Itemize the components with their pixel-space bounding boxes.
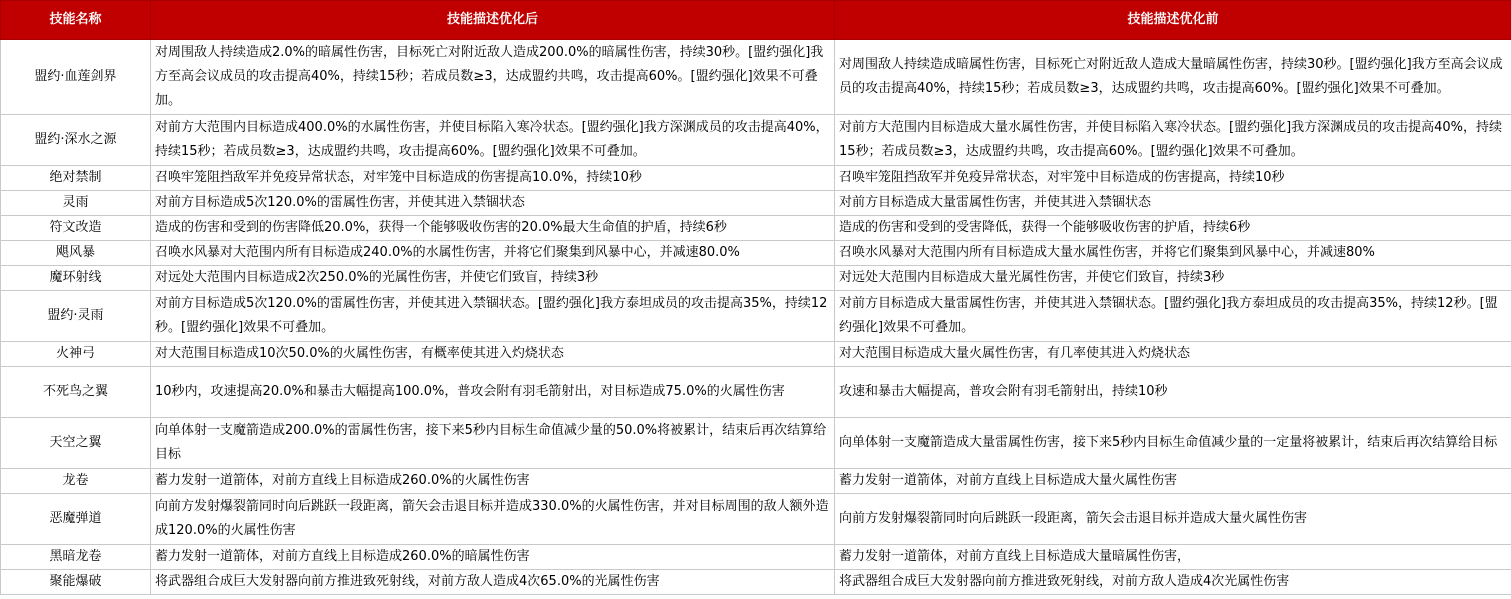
description-after-cell: 10秒内，攻速提高20.0%和暴击大幅提高100.0%，普攻会附有羽毛箭射出，对目标造成75.0%的火属性伤害 xyxy=(151,367,835,418)
description-after-cell: 对远处大范围内目标造成2次250.0%的光属性伤害，并使它们致盲，持续3秒 xyxy=(151,266,835,291)
description-before-cell: 向单体射一支魔箭造成大量雷属性伤害，接下来5秒内目标生命值减少量的一定量将被累计，结束后再次结算给目标 xyxy=(835,418,1511,469)
description-after-cell: 向前方发射爆裂箭同时向后跳跃一段距离，箭矢会击退目标并造成330.0%的火属性伤害，并对目标周围的敌人额外造成120.0%的火属性伤害 xyxy=(151,494,835,545)
description-after-cell: 蓄力发射一道箭体，对前方直线上目标造成260.0%的暗属性伤害 xyxy=(151,545,835,570)
description-after-cell: 召唤水风暴对大范围内所有目标造成240.0%的水属性伤害，并将它们聚集到风暴中心，并减速80.0% xyxy=(151,241,835,266)
skill-name-cell: 符文改造 xyxy=(1,216,151,241)
skill-name-cell: 魔环射线 xyxy=(1,266,151,291)
table-row xyxy=(1,191,1511,216)
description-after-cell: 对周围敌人持续造成2.0%的暗属性伤害，目标死亡对附近敌人造成200.0%的暗属性伤害，持续30秒。[盟约强化]我方至高会议成员的攻击提高40%，持续15秒；若成员数≥3，达成盟约共鸣，攻击提高60%。[盟约强化]效果不可叠加。 xyxy=(151,40,835,115)
description-after-cell: 对前方目标造成5次120.0%的雷属性伤害，并使其进入禁锢状态。[盟约强化]我方泰坦成员的攻击提高35%，持续12秒。[盟约强化]效果不可叠加。 xyxy=(151,291,835,342)
description-before-cell: 对前方目标造成大量雷属性伤害，并使其进入禁锢状态。[盟约强化]我方泰坦成员的攻击提高35%，持续12秒。[盟约强化]效果不可叠加。 xyxy=(835,291,1511,342)
skill-name-cell: 盟约·深水之源 xyxy=(1,115,151,166)
header-description-after: 技能描述优化后 xyxy=(151,1,835,40)
table-row xyxy=(1,266,1511,291)
table-row xyxy=(1,469,1511,494)
description-before-cell: 向前方发射爆裂箭同时向后跳跃一段距离，箭矢会击退目标并造成大量火属性伤害 xyxy=(835,494,1511,545)
table-row xyxy=(1,367,1511,418)
description-before-cell: 蓄力发射一道箭体，对前方直线上目标造成大量暗属性伤害， xyxy=(835,545,1511,570)
table-row xyxy=(1,40,1511,115)
description-after-cell: 蓄力发射一道箭体，对前方直线上目标造成260.0%的火属性伤害 xyxy=(151,469,835,494)
description-after-cell: 造成的伤害和受到的伤害降低20.0%，获得一个能够吸收伤害的20.0%最大生命值的护盾，持续6秒 xyxy=(151,216,835,241)
skill-name-cell: 盟约·灵雨 xyxy=(1,291,151,342)
description-after-cell: 对前方目标造成5次120.0%的雷属性伤害，并使其进入禁锢状态 xyxy=(151,191,835,216)
skill-name-cell: 灵雨 xyxy=(1,191,151,216)
header-skill-name: 技能名称 xyxy=(1,1,151,40)
skill-name-cell: 恶魔弹道 xyxy=(1,494,151,545)
skill-name-cell: 不死鸟之翼 xyxy=(1,367,151,418)
description-before-cell: 攻速和暴击大幅提高，普攻会附有羽毛箭射出，持续10秒 xyxy=(835,367,1511,418)
skill-name-cell: 盟约·血莲剑界 xyxy=(1,40,151,115)
table-row xyxy=(1,166,1511,191)
table-row xyxy=(1,494,1511,545)
description-after-cell: 对大范围目标造成10次50.0%的火属性伤害，有概率使其进入灼烧状态 xyxy=(151,342,835,367)
description-before-cell: 造成的伤害和受到的受害降低，获得一个能够吸收伤害的护盾，持续6秒 xyxy=(835,216,1511,241)
description-after-cell: 将武器组合成巨大发射器向前方推进致死射线，对前方敌人造成4次65.0%的光属性伤害 xyxy=(151,570,835,595)
header-description-before: 技能描述优化前 xyxy=(835,1,1511,40)
description-before-cell: 对前方目标造成大量雷属性伤害，并使其进入禁锢状态 xyxy=(835,191,1511,216)
description-after-cell: 召唤牢笼阻挡敌军并免疫异常状态，对牢笼中目标造成的伤害提高10.0%，持续10秒 xyxy=(151,166,835,191)
header-row xyxy=(1,1,1511,40)
description-before-cell: 对大范围目标造成大量火属性伤害，有几率使其进入灼烧状态 xyxy=(835,342,1511,367)
skill-name-cell: 飓风暴 xyxy=(1,241,151,266)
table-row xyxy=(1,545,1511,570)
description-before-cell: 蓄力发射一道箭体，对前方直线上目标造成大量火属性伤害 xyxy=(835,469,1511,494)
table-row xyxy=(1,291,1511,342)
skill-name-cell: 火神弓 xyxy=(1,342,151,367)
description-before-cell: 召唤牢笼阻挡敌军并免疫异常状态，对牢笼中目标造成的伤害提高，持续10秒 xyxy=(835,166,1511,191)
skill-name-cell: 龙卷 xyxy=(1,469,151,494)
description-before-cell: 对远处大范围内目标造成大量光属性伤害，并使它们致盲，持续3秒 xyxy=(835,266,1511,291)
description-after-cell: 向单体射一支魔箭造成200.0%的雷属性伤害，接下来5秒内目标生命值减少量的50.0%将被累计，结束后再次结算给目标 xyxy=(151,418,835,469)
description-before-cell: 对周围敌人持续造成暗属性伤害，目标死亡对附近敌人造成大量暗属性伤害，持续30秒。[盟约强化]我方至高会议成员的攻击提高40%，持续15秒；若成员数≥3，达成盟约共鸣，攻击提高60%。[盟约强化]效果不可叠加。 xyxy=(835,40,1511,115)
skill-name-cell: 绝对禁制 xyxy=(1,166,151,191)
table-row xyxy=(1,570,1511,595)
skill-name-cell: 黑暗龙卷 xyxy=(1,545,151,570)
skill-name-cell: 天空之翼 xyxy=(1,418,151,469)
description-after-cell: 对前方大范围内目标造成400.0%的水属性伤害，并使目标陷入寒冷状态。[盟约强化]我方深渊成员的攻击提高40%，持续15秒；若成员数≥3，达成盟约共鸣，攻击提高60%。[盟约强化]效果不可叠加。 xyxy=(151,115,835,166)
table-row xyxy=(1,216,1511,241)
table-row xyxy=(1,418,1511,469)
description-before-cell: 召唤水风暴对大范围内所有目标造成大量水属性伤害，并将它们聚集到风暴中心，并减速80% xyxy=(835,241,1511,266)
description-before-cell: 将武器组合成巨大发射器向前方推进致死射线，对前方敌人造成4次光属性伤害 xyxy=(835,570,1511,595)
description-before-cell: 对前方大范围内目标造成大量水属性伤害，并使目标陷入寒冷状态。[盟约强化]我方深渊成员的攻击提高40%，持续15秒；若成员数≥3，达成盟约共鸣，攻击提高60%。[盟约强化]效果不可叠加。 xyxy=(835,115,1511,166)
table-row xyxy=(1,342,1511,367)
skill-name-cell: 聚能爆破 xyxy=(1,570,151,595)
table-row xyxy=(1,241,1511,266)
table-row xyxy=(1,115,1511,166)
